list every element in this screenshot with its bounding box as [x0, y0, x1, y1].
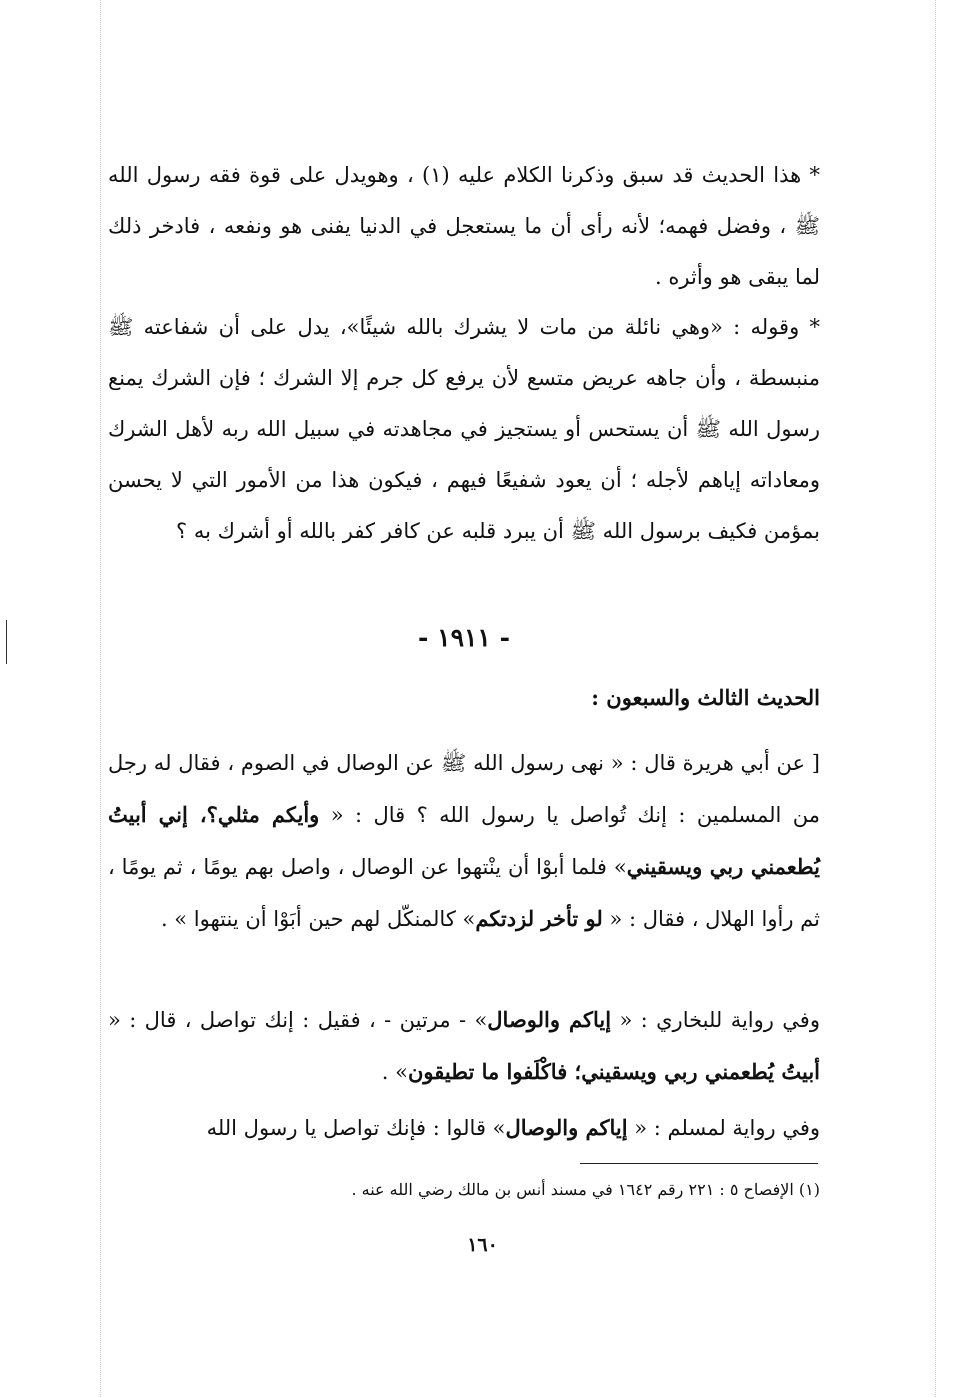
text-run: [ عن أبي هريرة قال : « نهى رسول الله ﷺ عن الوصال في الصوم ، فقال له رجل من المسلمين : إنك تُواصل يا رسول الله ؟ قال : « — [108, 751, 820, 827]
paragraph-text — [108, 994, 820, 1098]
text-run: وفي رواية لمسلم : « — [627, 1116, 820, 1140]
prophet-quote: إياكم والوصال — [505, 1115, 628, 1140]
hadith-text-paragraph — [108, 738, 820, 951]
text-run: » كالمنكّل لهم حين أبَوْا أن ينتهوا » . — [160, 907, 476, 931]
paragraph-text — [108, 738, 820, 945]
page-number: ١٦٠ — [467, 1234, 498, 1256]
paragraph-text: * هذا الحديث قد سبق وذكرنا الكلام عليه (١) ، وهويدل على قوة فقه رسول الله ﷺ ، وفضل فهمه؛ لأنه رأى أن ما يستعجل في الدنيا يفنى هو ونفعه ، فادخر ذلك لما يبقى هو وأثره . — [108, 163, 820, 289]
text-run: وفي رواية للبخاري : « — [611, 1008, 820, 1032]
text-run: » قالوا : فإنك تواصل يا رسول الله — [206, 1116, 506, 1140]
paragraph-text — [108, 1102, 820, 1154]
scan-margin-guide-right — [935, 0, 936, 1397]
footnote: (١) الإفصاح ٥ : ٢٢١ رقم ١٦٤٢ في مسند أنس بن مالك رضي الله عنه . — [351, 1180, 820, 1199]
scan-margin-guide-left — [100, 0, 101, 1397]
bukhari-narration-paragraph — [108, 994, 820, 1104]
prophet-quote: إياكم والوصال — [487, 1007, 612, 1032]
muslim-narration-paragraph — [108, 1102, 820, 1160]
section-title: الحديث الثالث والسبعون : — [591, 685, 820, 710]
text-run: » . — [381, 1060, 408, 1084]
paragraph-text: * وقوله : «وهي نائلة من مات لا يشرك بالله شيئًا»، يدل على أن شفاعته ﷺ منبسطة ، وأن جاهه عريض متسع لأن يرفع كل جرم إلا الشرك ؛ فإن الشرك يمنع رسول الله ﷺ أن يستحس أو يستجيز في مجاهدته في سبيل الله ربه لأهل الشرك ومعاداته إياهم لأجله ؛ أن يعود شفيعًا فيهم ، فيكون هذا من الأمور التي لا يحسن بمؤمن فكيف برسول الله ﷺ أن يبرد قلبه عن كافر كفر بالله أو أشرك به ؟ — [108, 315, 820, 543]
text-run: » فلما أبوْا أن ينْتهوا عن الوصال ، واصل بهم يومًا ، ثم يومًا ، ثم رأوا الهلال ، فقال : « — [108, 855, 820, 931]
footnote-divider — [580, 1163, 818, 1164]
scan-margin-mark — [6, 620, 7, 664]
prophet-quote: أبيتُ يُطعمني ربي ويسقيني؛ فاكْلَفوا ما تطيقون — [407, 1059, 820, 1084]
prophet-quote: وأيكم مثلي؟، إني أبيتُ يُطعمني ربي ويسقيني — [108, 802, 820, 879]
commentary-paragraph-2 — [108, 302, 820, 563]
commentary-paragraph-1 — [108, 150, 820, 309]
hadith-number: - ١٩١١ - — [418, 623, 510, 652]
prophet-quote: لو تأخر لزدتكم — [475, 906, 603, 931]
text-run: » - مرتين - ، فقيل : إنك تواصل ، قال : « — [108, 1008, 488, 1032]
